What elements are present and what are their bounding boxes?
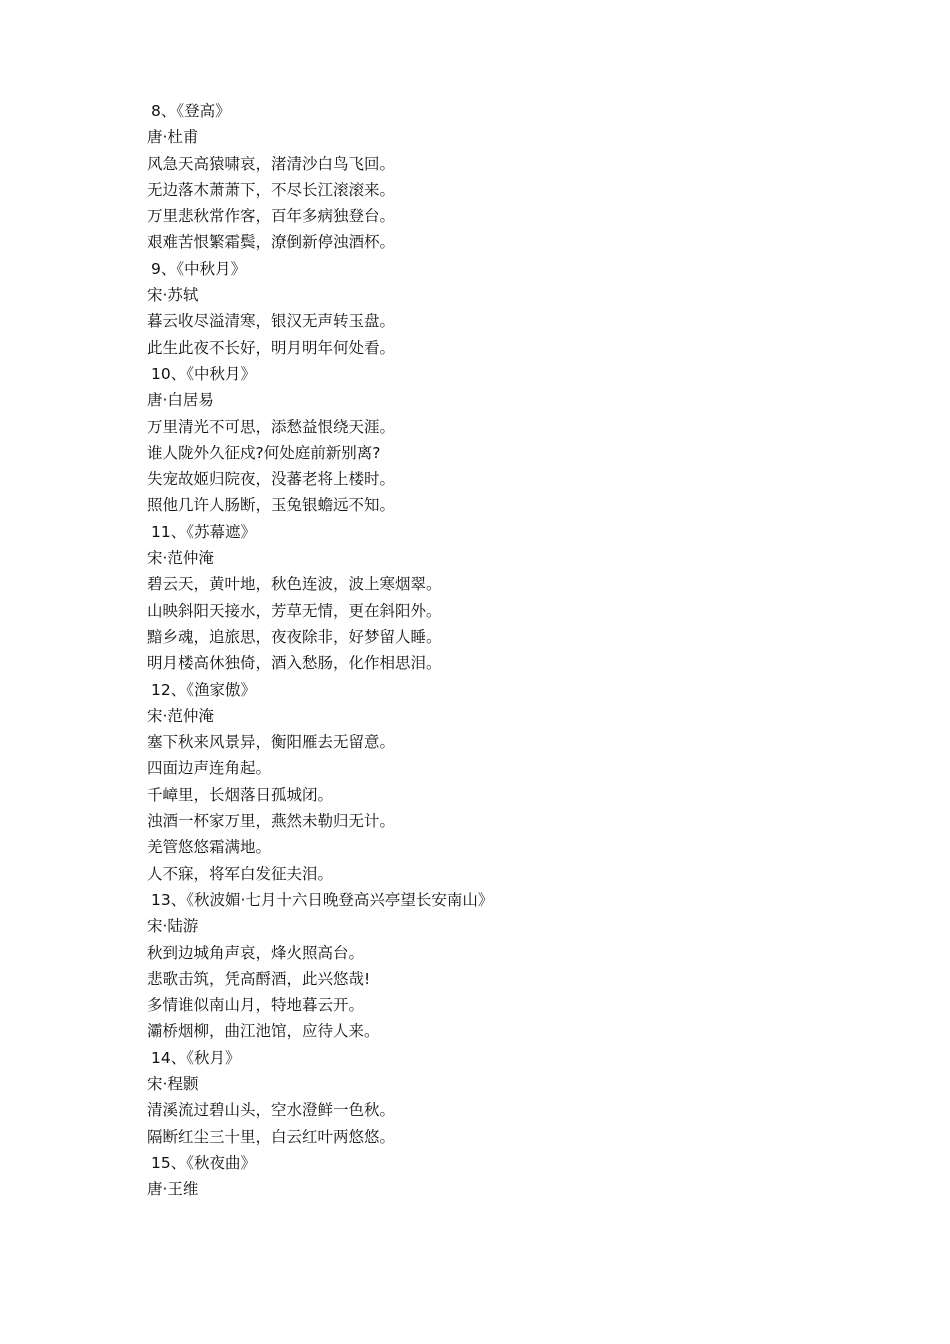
poem-block xyxy=(147,887,907,1045)
poem-line: 隔断红尘三十里，白云红叶两悠悠。 xyxy=(147,1127,396,1146)
poem-author: 宋·苏轼 xyxy=(147,286,199,305)
poem-line: 人不寐，将军白发征夫泪。 xyxy=(147,864,334,883)
poem-block xyxy=(147,1045,907,1150)
poem-line: 山映斜阳天接水，芳草无情，更在斜阳外。 xyxy=(147,601,442,620)
poem-line: 清溪流过碧山头，空水澄鲜一色秋。 xyxy=(147,1101,396,1120)
poem-title: 11、《苏幕遮》 xyxy=(151,522,256,541)
poem-line: 艰难苦恨繁霜鬓，潦倒新停浊酒杯。 xyxy=(147,233,396,252)
poem-line: 秋到边城角声哀，烽火照高台。 xyxy=(147,943,365,962)
poem-line: 浊酒一杯家万里，燕然未勒归无计。 xyxy=(147,812,396,831)
poem-line: 暮云收尽溢清寒，银汉无声转玉盘。 xyxy=(147,312,396,331)
poem-title: 12、《渔家傲》 xyxy=(151,680,256,699)
poem-line: 谁人陇外久征戍?何处庭前新别离? xyxy=(147,443,381,462)
poem-line: 失宠故姬归院夜，没蕃老将上楼时。 xyxy=(147,470,396,489)
poem-line: 明月楼高休独倚，酒入愁肠，化作相思泪。 xyxy=(147,654,442,673)
poem-block xyxy=(147,361,907,519)
poem-author: 宋·范仲淹 xyxy=(147,706,214,725)
poem-author: 唐·白居易 xyxy=(147,391,214,410)
poem-block xyxy=(147,519,907,677)
poem-line: 羌管悠悠霜满地。 xyxy=(147,838,272,857)
poem-line: 万里清光不可思，添愁益恨绕天涯。 xyxy=(147,417,396,436)
poem-line: 灞桥烟柳，曲江池馆，应待人来。 xyxy=(147,1022,380,1041)
poem-line: 黯乡魂，追旅思，夜夜除非，好梦留人睡。 xyxy=(147,627,442,646)
poem-line: 四面边声连角起。 xyxy=(147,759,272,778)
document-body xyxy=(147,98,907,1202)
poem-line: 万里悲秋常作客，百年多病独登台。 xyxy=(147,207,396,226)
poem-line: 此生此夜不长好，明月明年何处看。 xyxy=(147,338,396,357)
poem-title: 10、《中秋月》 xyxy=(151,364,256,383)
poem-author: 宋·范仲淹 xyxy=(147,549,214,568)
poem-author: 唐·杜甫 xyxy=(147,128,199,147)
poem-line: 风急天高猿啸哀，渚清沙白鸟飞回。 xyxy=(147,154,396,173)
poem-author: 唐·王维 xyxy=(147,1180,199,1199)
poem-title: 9、《中秋月》 xyxy=(151,259,247,278)
poem-title: 8、《登高》 xyxy=(151,102,231,120)
poem-line: 塞下秋来风景异，衡阳雁去无留意。 xyxy=(147,733,396,752)
poem-title: 14、《秋月》 xyxy=(151,1048,241,1067)
poem-block xyxy=(147,677,907,887)
poem-line: 千嶂里，长烟落日孤城闭。 xyxy=(147,785,334,804)
poem-line: 悲歌击筑，凭高酹酒，此兴悠哉! xyxy=(147,969,371,988)
poem-line: 多情谁似南山月，特地暮云开。 xyxy=(147,996,365,1015)
poem-block xyxy=(147,256,907,361)
poem-line: 碧云天，黄叶地，秋色连波，波上寒烟翠。 xyxy=(147,575,442,594)
poem-line: 无边落木萧萧下，不尽长江滚滚来。 xyxy=(147,180,396,199)
poem-block xyxy=(147,98,907,256)
poem-title: 15、《秋夜曲》 xyxy=(151,1153,256,1172)
poem-author: 宋·陆游 xyxy=(147,917,199,936)
poem-block xyxy=(147,1150,907,1203)
poem-line: 照他几许人肠断，玉兔银蟾远不知。 xyxy=(147,496,396,515)
poem-author: 宋·程颢 xyxy=(147,1074,199,1093)
poem-title: 13、《秋波媚·七月十六日晚登高兴亭望长安南山》 xyxy=(151,890,494,909)
